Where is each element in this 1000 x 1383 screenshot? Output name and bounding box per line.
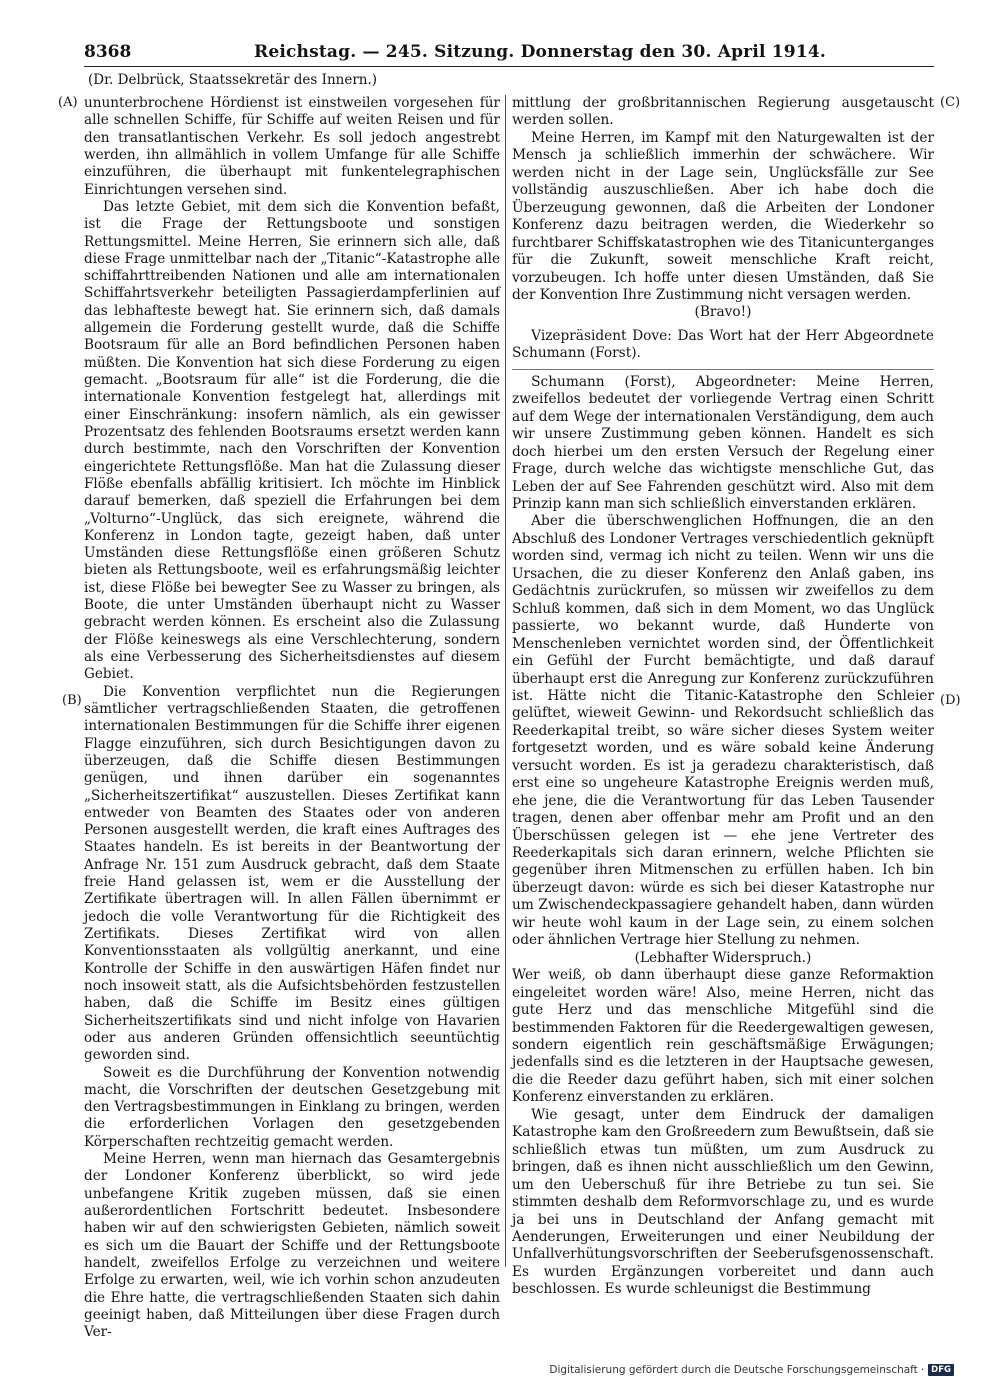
interjection-note: (Lebhafter Widerspruch.) <box>634 949 812 966</box>
speaker-label: (Dr. Delbrück, Staatssekretär des Innern.) <box>88 72 378 88</box>
left-column <box>84 95 500 1342</box>
speaker-paragraph: Schumann (Forst), Abgeordneter: Meine Herren, zweifellos bedeutet der vorliegende Vertrag einen Schritt auf dem Wege der internationalen Verständigung, dem auch wir unsere Zustimmung geben können. Handelt es sich doch hierbei um den ersten Versuch der Regelung einer Frage, durch welche das wichtigste menschliche Gut, das Leben der auf See Fahrenden geschützt wird. Also mit dem Prinzip kann man sich schließlich einverstanden erklären. <box>512 369 934 514</box>
vice-president-statement: Vizepräsident Dove: Das Wort hat der Herr Abgeordnete Schumann (Forst). <box>512 327 934 362</box>
margin-marker-c: (C) <box>940 95 961 110</box>
footer-separator: · <box>920 1364 925 1376</box>
footer-credit: Digitalisierung gefördert durch die Deutsche Forschungsgemeinschaft <box>549 1364 918 1376</box>
column-divider <box>505 95 506 1267</box>
paragraph: Soweit es die Durchführung der Konvention notwendig macht, die Vorschriften der deutschen Gesetzgebung mit den Vertragsbestimmungen in Einklang zu bringen, werden die erforderlichen Vorlagen den gesetzgebenden Körperschaften rechtzeitig gemacht werden. <box>84 1064 500 1150</box>
page-header <box>84 40 934 67</box>
page-number: 8368 <box>84 42 132 62</box>
margin-marker-b: (B) <box>62 693 82 708</box>
paragraph: Meine Herren, im Kampf mit den Naturgewalten ist der Mensch ja schließlich immerhin der schwächere. Wir werden nicht in der Lage sein, Unglücksfälle zur See vollständig auszuschließen. Aber ich habe doch die Überzeugung gewonnen, daß die Arbeiten der Londoner Konferenz dazu beitragen werden, die Wiederkehr so furchtbarer Schiffskatastrophen wie des Titanicunterganges für die Zukunft, soweit menschliche Kraft reicht, vorzubeugen. Ich hoffe unter diesen Umständen, daß Sie der Konvention Ihre Zustimmung nicht versagen werden. <box>512 129 934 303</box>
paragraph: Die Konvention verpflichtet nun die Regierungen sämtlicher vertragschließenden Staaten, die getroffenen internationalen Bestimmungen für die Schiffe ihrer eigenen Flagge einzuführen, sich durch Besichtigungen davon zu überzeugen, daß die Schiffe diesen Bestimmungen genügen, und ihnen darüber ein sogenanntes „Sicherheitszertifikat“ auszustellen. Dieses Zertifikat kann entweder von Beamten des Staates oder von anderen Personen ausgestellt werden, die kraft eines Auftrages des Staates handeln. Es ist bereits in der Beantwortung der Anfrage Nr. 151 zum Ausdruck gebracht, daß dem Staate freie Hand gelassen ist, wem er die Ausstellung der Zertifikate übertragen will. In allen Fällen übernimmt er jedoch die volle Verantwortung für die Richtigkeit des Zertifikats. Dieses Zertifikat wird von allen Konventionsstaaten als vollgültig anerkannt, und eine Kontrolle der Schiffe in den auswärtigen Häfen findet nur noch insoweit statt, als die Aufsichtsbehörden festzustellen haben, daß die Schiffe im Besitz eines gültigen Sicherheitszertifikats sind und nicht infolge von Havarien oder aus anderen Gründen offensichtlich seeuntüchtig geworden sind. <box>84 683 500 1064</box>
applause-note: (Bravo!) <box>694 304 752 321</box>
paragraph: Meine Herren, wenn man hiernach das Gesamtergebnis der Londoner Konferenz überblickt, so wird jede unbefangene Kritik zugeben müssen, daß sie einen außerordentlichen Fortschritt bedeutet. Insbesondere haben wir auf den schwierigsten Gebieten, nämlich soweit es sich um die Bauart der Schiffe und der Rettungsboote handelt, zweifellos Erfolge zu verzeichnen und weitere Erfolge zu erwarten, weil, wie ich vorhin schon anzudeuten die Ehre hatte, die vertragschließenden Staaten sich dahin geeinigt haben, daß Mitteilungen über diese Fragen durch Ver- <box>84 1151 500 1341</box>
margin-marker-d: (D) <box>940 693 961 708</box>
margin-marker-a: (A) <box>58 95 78 110</box>
right-column <box>512 95 934 1299</box>
paragraph: Wie gesagt, unter dem Eindruck der damaligen Katastrophe kam den Großreedern zum Bewußtsein, daß sie schließlich etwas tun müßten, um zum Ausdruck zu bringen, daß es ihnen nicht ausschließlich um den Gewinn, um den Ueberschuß für ihre Betriebe zu tun sei. Sie stimmten deshalb dem Reformvorschlage zu, und es wurde ja bei uns in Deutschland der Anfang gemacht mit Aenderungen, Erweiterungen und einer Neubildung der Unfallverhütungsvorschriften der Seeberufsgenossenschaft. Es wurden Ergänzungen vorbereitet und dann auch beschlossen. Es wurde schleunigst die Bestimmung <box>512 1106 934 1298</box>
paragraph: Das letzte Gebiet, mit dem sich die Konvention befaßt, ist die Frage der Rettungsboote und sonstigen Rettungsmittel. Meine Herren, Sie erinnern sich alle, daß diese Frage unmittelbar nach der „Titanic“-Katastrophe alle schiffahrttreibenden Nationen und alle am internationalen Schiffahrtsverkehr beteiligten Passagierdampferlinien auf das lebhafteste bewegt hat. Sie erinnern sich, daß damals allgemein die Forderung gestellt wurde, daß die Schiffe Bootsraum für alle an Bord befindlichen Personen haben müßten. Die Konvention hat sich diese Forderung zu eigen gemacht. „Bootsraum für alle“ ist die Forderung, die die internationale Konvention festgelegt hat, allerdings mit einer Einschränkung: insofern nämlich, als ein gewisser Prozentsatz des fehlenden Bootsraums ersetzt werden kann durch bestimmte, nach den Vorschriften der Konvention eingerichtete Rettungsflöße. Man hat die Zulassung dieser Flöße ebenfalls abfällig kritisiert. Ich möchte im Hinblick darauf bemerken, daß speziell die Erfahrungen bei dem „Volturno“-Unglück, das sich ereignete, während die Konferenz in London tagte, gezeigt haben, daß unter Umständen diese Rettungsflöße einen größeren Schutz bieten als Rettungsboote, weil es erfahrungsmäßig leichter ist, diese Flöße bei bewegter See zu Wasser zu bringen, als Boote, die unter Umständen überhaupt nicht zu Wasser gebracht werden können. Es erscheint also die Zulassung der Flöße keineswegs als eine Verschlechterung, sondern als eine Verbesserung des Sicherheitsdienstes auf diesem Gebiet. <box>84 198 500 683</box>
paragraph: mittlung der großbritannischen Regierung ausgetauscht werden sollen. <box>512 95 934 129</box>
footer <box>549 1364 954 1376</box>
running-head: Reichstag. — 245. Sitzung. Donnerstag den 30. April 1914. <box>254 42 826 62</box>
paragraph: Aber die überschwenglichen Hoffnungen, die an den Abschluß des Londoner Vertrages verschiedentlich geknüpft worden sind, vermag ich nicht zu teilen. Wenn wir uns die Ursachen, die zu dieser Konferenz den Anlaß gaben, ins Gedächtnis zurückrufen, so müssen wir zweifellos zu dem Schluß kommen, daß sich in dem Moment, wo das Unglück passierte, wo bekannt wurde, daß Hunderte von Menschenleben vernichtet worden sind, der Öffentlichkeit ein Gefühl der Furcht bemächtigte, und daß darauf überhaupt erst die Anregung zur Konferenz zurückzuführen ist. Hätte nicht die Titanic-Katastrophe den Schleier gelüftet, wieweit Gewinn- und Rekordsucht schließlich das Reederkapital treibt, so wäre sicher dieses System weiter fortgesetzt worden, und es wäre sobald keine Änderung versucht worden. Es ist ja geradezu charakteristisch, daß erst eine so ungeheure Katastrophe Ereignis werden muß, ehe jene, die die Verantwortung für das Leben Tausender tragen, denen aber offenbar mehr am Profit und an den Überschüssen gelegen ist — ehe jene Vertreter des Reederkapitals sich daran erinnern, welche Pflichten sie gegenüber ihren Mitmenschen zu erfüllen haben. Ich bin überzeugt davon: würde es sich bei dieser Katastrophe nur um Zwischendeckpassagiere gehandelt haben, dann würden wir heute wohl kaum in der Lage sein, zu einem solchen oder ähnlichen Vertrage hier Stellung zu nehmen. <box>512 513 934 949</box>
paragraph: ununterbrochene Hördienst ist einstweilen vorgesehen für alle schnellen Schiffe, für Schiffe auf weiten Reisen und für den transatlantischen Verkehr. Es soll jedoch angestrebt werden, ihn allmählich in vollem Umfange für alle Schiffe einzuführen, die überhaupt mit funkentelegraphischen Einrichtungen versehen sind. <box>84 95 500 198</box>
dfg-logo-icon: DFG <box>928 1364 954 1376</box>
paragraph: Wer weiß, ob dann überhaupt diese ganze Reformaktion eingeleitet worden wäre! Also, meine Herren, nicht das gute Herz und das menschliche Mitgefühl sind die bestimmenden Faktoren für die Reedergewaltigen gewesen, sondern eigentlich rein geschäftsmäßige Erwägungen; jedenfalls sind es die letzteren in der Hauptsache gewesen, die die Reeder dazu geführt haben, sich mit einer solchen Konferenz einverstanden zu erklären. <box>512 967 934 1106</box>
